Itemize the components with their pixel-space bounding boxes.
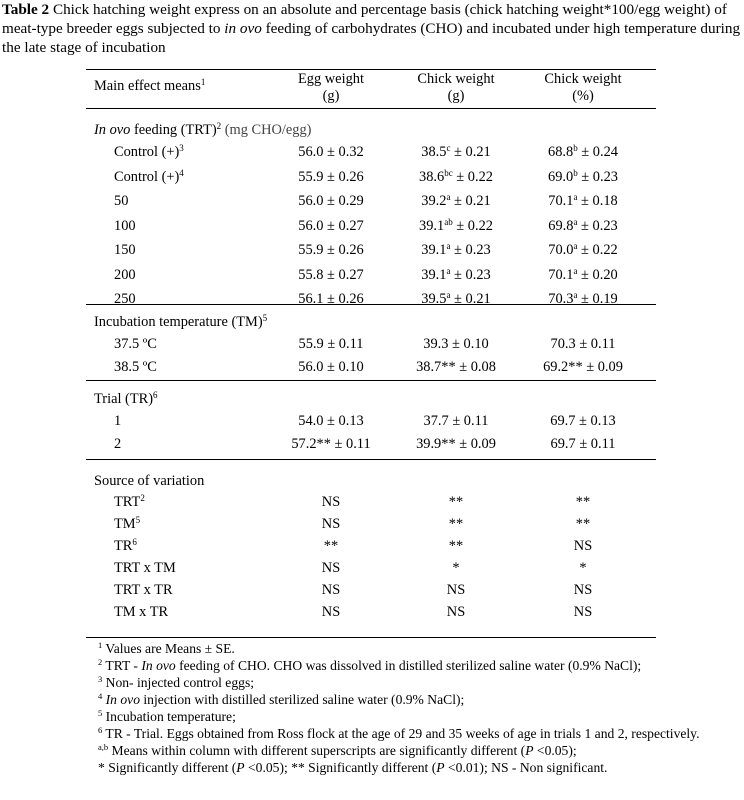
trt-egg-weight: 55.9 ± 0.26	[298, 242, 364, 258]
tm-chick-weight: 39.3 ± 0.10	[423, 336, 489, 352]
caption-in-ovo: in ovo	[224, 20, 262, 37]
tr-egg-weight: 57.2** ± 0.11	[291, 436, 371, 452]
trt-row-label: Control $(+)^4$	[114, 167, 184, 185]
caption-text-1: Chick hatching weight express on an absolute and percentage basis (chick hatching weight*100/egg weight) of meat-type breeder eggs subjected to	[2, 1, 727, 37]
trt-egg-weight: 55.8 ± 0.27	[298, 266, 364, 283]
trt-row-label: 100	[114, 217, 136, 234]
header-chick-weight-pct: Chick weight (%)	[544, 71, 622, 104]
trt-chick-pct: 69.0$^b$ ± 0.23	[548, 167, 618, 185]
sov-chick-pct: *	[579, 560, 587, 576]
footnote-6: $^6$ TR - Trial. Eggs obtained from Ross flock at the age of 29 and 35 weeks of age in trials 1 and 2, respectively.	[98, 725, 700, 741]
trt-egg-weight: 56.0 ± 0.27	[298, 217, 364, 234]
footnote-1: $^1$ Values are Means ± SE.	[98, 640, 235, 656]
footnote-significance: * Significantly different (P <0.05); ** Significantly different (P <0.01); NS - Non significant.	[98, 760, 608, 775]
sov-chick-pct: NS	[573, 582, 593, 598]
trt-egg-weight: 55.9 ± 0.26	[298, 168, 364, 185]
trt-chick-pct: 69.8$^a$ ± 0.23	[548, 216, 618, 234]
trt-chick-weight: 38.6$^{bc}$ ± 0.22	[419, 167, 493, 185]
trt-egg-weight: 56.1 ± 0.26	[298, 291, 364, 307]
sov-egg-weight: NS	[321, 604, 341, 620]
footnote-5: $^5$ Incubation temperature;	[98, 708, 236, 724]
header-egg-weight: Egg weight (g)	[298, 71, 364, 104]
trt-chick-weight: 39.2$^a$ ± 0.21	[421, 192, 491, 209]
tr-chick-pct: 69.7 ± 0.13	[550, 413, 616, 429]
sov-row-label: TRT x TR	[114, 582, 173, 598]
tm-chick-pct: 70.3 ± 0.11	[550, 336, 616, 352]
tr-chick-weight: 37.7 ± 0.11	[423, 413, 489, 429]
sov-egg-weight: NS	[321, 582, 341, 598]
sov-chick-weight: **	[448, 516, 464, 532]
tr-row-label: 2	[114, 436, 122, 452]
sov-row-label: TRT x TM	[114, 560, 176, 576]
section-tr-label: Trial (TR)$^6$	[94, 390, 158, 407]
tm-egg-weight: 56.0 ± 0.10	[298, 359, 364, 375]
trt-row-label: 250	[114, 291, 136, 307]
bottom-rule	[86, 637, 656, 638]
section-trt-label: In ovo feeding (TRT)$^2$ (mg CHO/egg)	[94, 121, 312, 138]
sov-row-label: TM x TR	[114, 604, 169, 620]
trt-chick-weight: 38.5$^c$ ± 0.21	[421, 143, 491, 160]
trt-chick-weight: 39.5$^a$ ± 0.21	[421, 290, 491, 307]
trt-chick-pct: 70.0$^a$ ± 0.22	[548, 241, 618, 258]
sov-chick-pct: NS	[573, 604, 593, 620]
sov-egg-weight: NS	[321, 560, 341, 576]
sov-egg-weight: NS	[321, 494, 341, 510]
section-sov-label: Source of variation	[94, 473, 205, 489]
trt-chick-pct: 70.3$^a$ ± 0.19	[548, 290, 618, 307]
sov-chick-weight: **	[448, 494, 464, 510]
tr-chick-pct: 69.7 ± 0.11	[550, 436, 616, 452]
tm-chick-pct: 69.2** ± 0.09	[543, 359, 623, 375]
trt-chick-weight: 39.1$^a$ ± 0.23	[421, 241, 491, 258]
tm-chick-weight: 38.7** ± 0.08	[416, 359, 496, 375]
tm-egg-weight: 55.9 ± 0.11	[298, 336, 364, 352]
top-rule	[86, 69, 656, 70]
footnote-2: $^2$ TRT - In ovo feeding of CHO. CHO was dissolved in distilled sterilized saline water (0.9% NaCl);	[98, 657, 642, 673]
header-main-effect: Main effect means$^1$	[94, 77, 206, 94]
trt-chick-weight: 39.1$^a$ ± 0.23	[421, 265, 491, 283]
tr-chick-weight: 39.9** ± 0.09	[416, 436, 496, 452]
tr-rule	[86, 459, 656, 460]
trt-row-label: 200	[114, 266, 136, 283]
sov-row-label: $TR^6$	[114, 537, 137, 554]
trt-egg-weight: 56.0 ± 0.29	[298, 193, 364, 209]
footnotes	[98, 640, 738, 776]
trt-egg-weight: 56.0 ± 0.32	[298, 144, 364, 160]
footnote-ab: $^{a,b}$ Means within column with different superscripts are significantly different (P <0.05);	[98, 742, 577, 758]
tr-egg-weight: 54.0 ± 0.13	[298, 413, 364, 429]
caption-text-2: feeding of carbohydrates (CHO) and incubated under high temperature during the late stage of incubation	[2, 20, 741, 56]
header-chick-weight-g: Chick weight (g)	[417, 71, 495, 104]
sov-row-label: $TM^5$	[114, 515, 141, 532]
sov-egg-weight: NS	[321, 516, 341, 532]
footnote-4: $^4$ In ovo injection with distilled sterilized saline water (0.9% NaCl);	[98, 691, 465, 707]
sov-chick-weight: **	[448, 538, 464, 554]
trt-chick-pct: 68.8$^b$ ± 0.24	[548, 143, 618, 160]
tm-rule	[86, 380, 656, 381]
table-label: Table 2	[2, 1, 50, 18]
trt-rule	[86, 304, 656, 305]
sov-chick-pct: **	[575, 494, 591, 510]
tm-row-label: 37.5 ºC	[114, 336, 157, 352]
sov-chick-weight: *	[452, 560, 460, 576]
trt-chick-pct: 70.1$^a$ ± 0.20	[548, 265, 618, 283]
header-rule	[86, 108, 656, 109]
sov-chick-weight: NS	[446, 604, 466, 620]
sov-chick-weight: NS	[446, 582, 466, 598]
tr-row-label: 1	[114, 413, 122, 429]
trt-row-label: Control $(+)^3$	[114, 143, 184, 160]
footnote-3: $^3$ Non- injected control eggs;	[98, 674, 255, 690]
sov-row-label: TRT$^2$	[114, 493, 145, 510]
tm-row-label: 38.5 ºC	[114, 359, 157, 375]
section-tm-label: Incubation temperature (TM)$^5$	[94, 313, 268, 330]
sov-chick-pct: NS	[573, 538, 593, 554]
trt-row-label: 150	[114, 242, 136, 258]
trt-chick-pct: 70.1$^a$ ± 0.18	[548, 192, 618, 209]
trt-chick-weight: 39.1$^{ab}$ ± 0.22	[419, 216, 493, 234]
sov-egg-weight: **	[323, 538, 339, 554]
table-caption	[2, 0, 744, 57]
sov-chick-pct: **	[575, 516, 591, 532]
trt-row-label: 50	[114, 193, 129, 209]
